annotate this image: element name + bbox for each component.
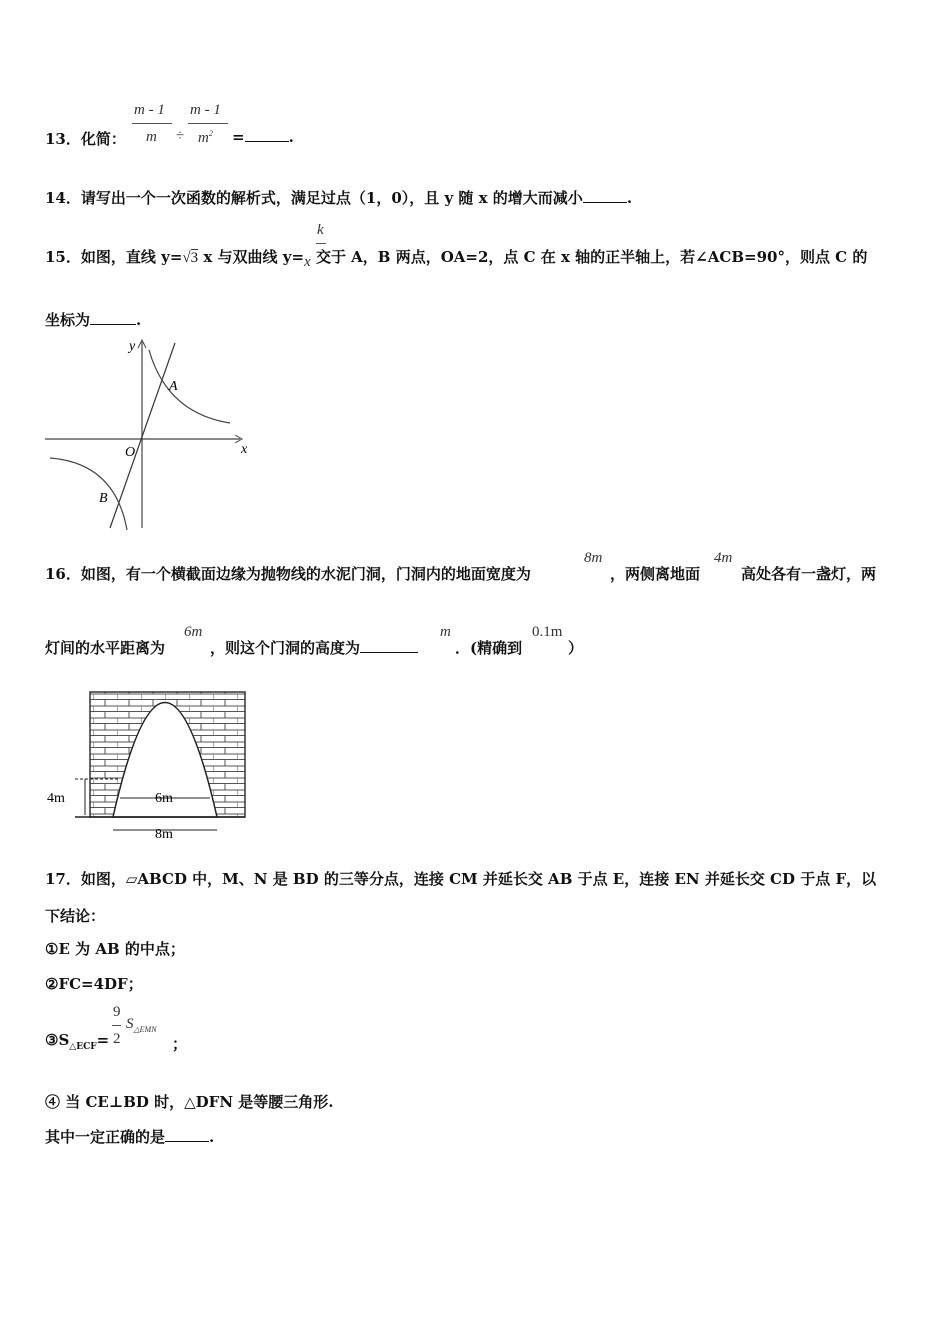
- q17-answer-blank[interactable]: [165, 1129, 209, 1142]
- q13-num2: m - 1: [190, 102, 221, 118]
- q16-part2: ，两侧离地面: [610, 565, 701, 583]
- q17-line1: 17．如图，▱ABCD 中，M、N 是 BD 的三等分点，连接 CM 并延长交 AB 于点 E，连接 EN 并延长交 CD 于点 F，以: [45, 870, 877, 888]
- q15-end: .: [136, 311, 142, 329]
- q16-figure: [45, 688, 250, 843]
- x-label: x: [241, 442, 248, 457]
- q15-part1: 15．如图，直线 y=: [45, 248, 183, 266]
- q17-c3-prefix: ③S: [45, 1031, 70, 1049]
- q15-sqrt: 3: [190, 250, 199, 266]
- q15-line2: 坐标为: [45, 311, 91, 329]
- q17-conclusion-4: ④ 当 CE⊥BD 时，△DFN 是等腰三角形.: [45, 1093, 334, 1111]
- q15-part2: x 与双曲线 y=: [203, 248, 305, 266]
- q15-x: x: [304, 254, 311, 270]
- q14-end: .: [626, 189, 633, 207]
- q17-conclusion-1: ①E 为 AB 的中点；: [45, 940, 185, 958]
- q16-line2c: ．(精确到: [455, 639, 523, 657]
- q16-line2d: ）: [568, 639, 584, 657]
- q17-c3-s-sub: △EMN: [133, 1025, 157, 1034]
- q16-precision: 0.1m: [532, 624, 563, 640]
- q16-width: 8m: [584, 550, 603, 566]
- q13-den2: m: [198, 130, 209, 146]
- q13-op: ÷: [176, 128, 185, 144]
- sqrt-icon: √3: [182, 250, 199, 266]
- q17-c3-sub: △ECF: [69, 1042, 97, 1052]
- q17-c3-den: 2: [113, 1031, 121, 1047]
- q16-unit: m: [440, 624, 451, 640]
- q17-c3-num: 9: [113, 1004, 121, 1020]
- q16-line2b: ，则这个门洞的高度为: [210, 639, 361, 657]
- point-b-label: B: [99, 491, 108, 506]
- q17-question: 其中一定正确的是: [45, 1128, 166, 1146]
- q16-part1: 16．如图，有一个横截面边缘为抛物线的水泥门洞，门洞内的地面宽度为: [45, 565, 531, 583]
- q14-answer-blank[interactable]: [583, 190, 627, 203]
- q16-part3: 高处各有一盏灯，两: [741, 565, 877, 583]
- q15-k: k: [317, 222, 324, 238]
- q13-end: .: [288, 128, 294, 146]
- q15-part3: 交于 A，B 两点，OA=2，点 C 在 x 轴的正半轴上，若∠ACB=90°，则点 C 的: [315, 248, 868, 266]
- y-label: y: [129, 339, 136, 354]
- q16-answer-blank[interactable]: [360, 640, 418, 653]
- q17-end: .: [209, 1128, 215, 1146]
- q13-prefix: 13．化简：: [45, 130, 126, 148]
- width-label: 8m: [155, 827, 173, 842]
- hyperbola-branch-1: [149, 350, 230, 423]
- q17-c3-end: ；: [172, 1035, 188, 1053]
- point-a-label: A: [169, 379, 178, 394]
- height-label: 4m: [47, 791, 65, 806]
- lamp-distance-label: 6m: [155, 791, 173, 806]
- origin-label: O: [125, 445, 136, 460]
- q16-lamp-height: 4m: [714, 550, 733, 566]
- q17-conclusion-2: ②FC=4DF；: [45, 975, 143, 993]
- q13-num1: m - 1: [134, 102, 165, 118]
- q13-den1: m: [146, 129, 157, 145]
- q13-den2-exp: 2: [208, 129, 213, 138]
- q15-answer-blank[interactable]: [90, 312, 136, 325]
- q17-c3-eq: =: [96, 1031, 110, 1049]
- q14-text: 14．请写出一个一次函数的解析式，满足过点（1，0），且 y 随 x 的增大而减小: [45, 189, 583, 207]
- q17-line2: 下结论：: [45, 907, 106, 925]
- q16-line2a: 灯间的水平距离为: [45, 639, 166, 657]
- q16-distance: 6m: [184, 624, 203, 640]
- q13-answer-blank[interactable]: [245, 129, 289, 142]
- q15-figure: [45, 338, 255, 536]
- q17-c3-s: S: [126, 1016, 134, 1032]
- hyperbola-branch-2: [50, 458, 127, 530]
- q13-eq: =: [232, 128, 245, 146]
